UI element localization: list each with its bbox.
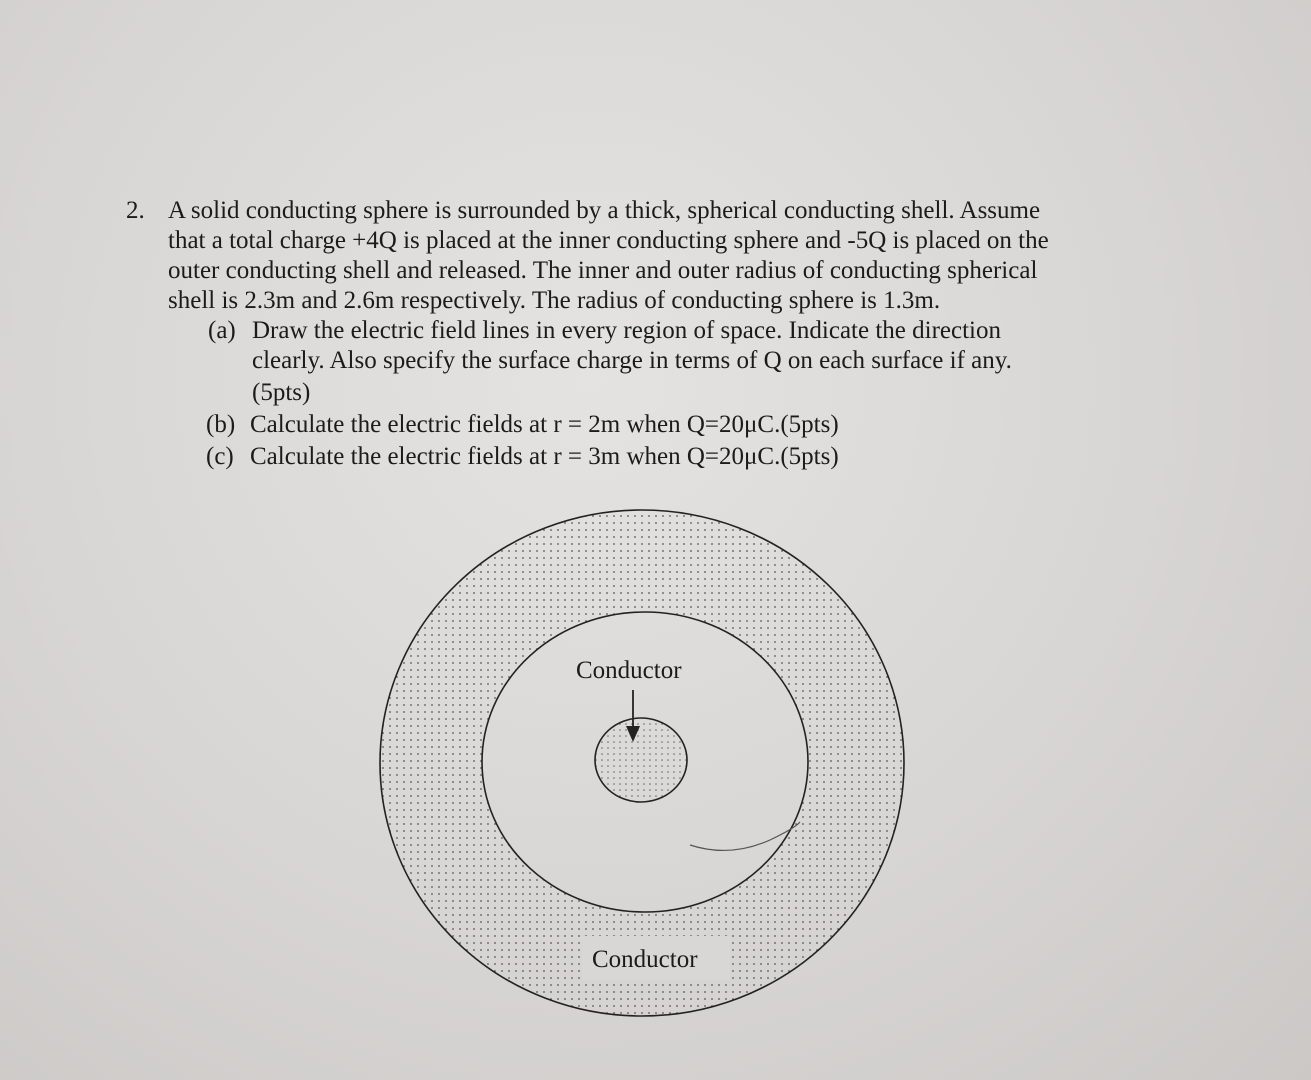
part-b-label: (b) bbox=[206, 411, 236, 438]
question-text-line-4: shell is 2.3m and 2.6m respectively. The radius of conducting sphere is 1.3m. bbox=[168, 287, 941, 314]
part-a-label: (a) bbox=[208, 317, 236, 344]
inner-conductor-label: Conductor bbox=[576, 657, 682, 684]
question-number: 2. bbox=[126, 197, 145, 224]
part-a-text-line-2: clearly. Also specify the surface charge in terms of Q on each surface if any. bbox=[252, 347, 1012, 374]
part-c-label: (c) bbox=[206, 443, 234, 470]
part-b-text: Calculate the electric fields at r = 2m when Q=20μC.(5pts) bbox=[250, 411, 839, 438]
question-text-line-2: that a total charge +4Q is placed at the inner conducting sphere and -5Q is placed on the bbox=[168, 227, 1049, 254]
question-text-line-3: outer conducting shell and released. The inner and outer radius of conducting spherical bbox=[168, 257, 1038, 284]
outer-conductor-label: Conductor bbox=[592, 946, 698, 973]
part-c-text: Calculate the electric fields at r = 3m when Q=20μC.(5pts) bbox=[250, 443, 839, 470]
part-a-text-line-3: (5pts) bbox=[252, 379, 311, 406]
question-text-line-1: A solid conducting sphere is surrounded by a thick, spherical conducting shell. Assume bbox=[168, 197, 1041, 224]
concentric-conductor-diagram bbox=[360, 500, 920, 1040]
inner-sphere-conductor bbox=[595, 718, 687, 802]
part-a-text-line-1: Draw the electric field lines in every region of space. Indicate the direction bbox=[252, 317, 1001, 344]
